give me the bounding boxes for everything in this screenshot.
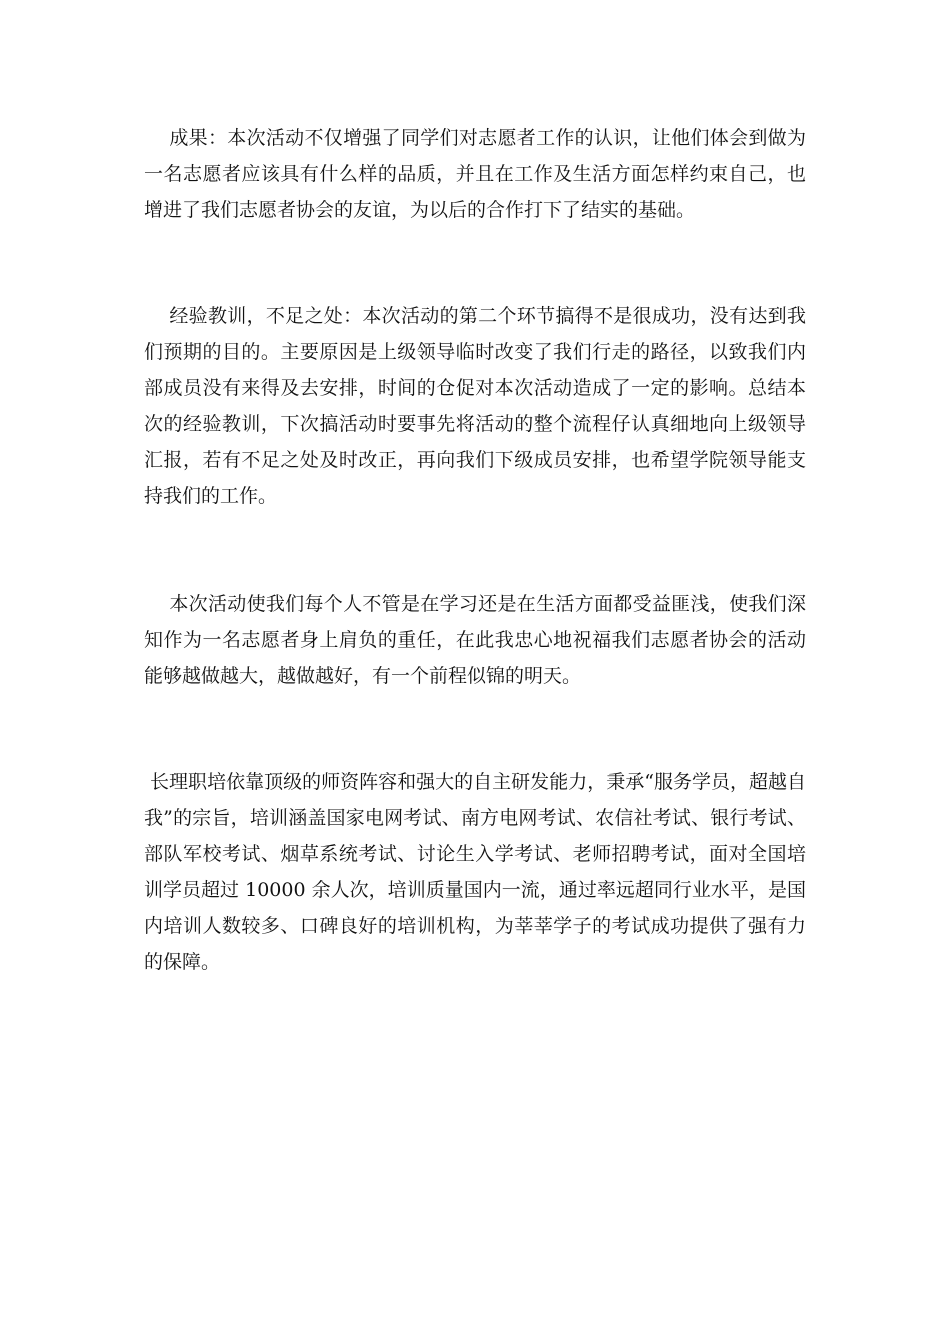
paragraph-text: 经验教训，不足之处：本次活动的第二个环节搞得不是很成功，没有达到我们预期的目的。主要原因是上级领导临时改变了我们行走的路径，以致我们内部成员没有来得及去安排，时间的仓促对本次活动造成了一定的影响。总结本次的经验教训，下次搞活动时要事先将活动的整个流程仔认真细地向上级领导汇报，若有不足之处及时改正，再向我们下级成员安排，也希望学院领导能支持我们的工作。 bbox=[144, 305, 806, 507]
paragraph-text: 本次活动使我们每个人不管是在学习还是在生活方面都受益匪浅，使我们深知作为一名志愿者身上肩负的重任，在此我忠心地祝福我们志愿者协会的活动能够越做越大，越做越好，有一个前程似锦的明天。 bbox=[144, 593, 806, 687]
paragraph-advertisement bbox=[144, 764, 806, 980]
paragraph-text: 长理职培依靠顶级的师资阵容和强大的自主研发能力，秉承“服务学员，超越自我”的宗旨，培训涵盖国家电网考试、南方电网考试、农信社考试、银行考试、部队军校考试、烟草系统考试、讨论生入学考试、老师招聘考试，面对全国培训学员超过 10000 余人次，培训质量国内一流，通过率远超同行业水平，是国内培训人数较多、口碑良好的培训机构，为莘莘学子的考试成功提供了强有力的保障。 bbox=[144, 771, 806, 973]
paragraph-conclusion bbox=[144, 586, 806, 694]
paragraph-indent bbox=[144, 127, 169, 149]
paragraph-results bbox=[144, 120, 806, 228]
paragraph-text: 成果：本次活动不仅增强了同学们对志愿者工作的认识，让他们体会到做为一名志愿者应该具有什么样的品质，并且在工作及生活方面怎样约束自己，也增进了我们志愿者协会的友谊，为以后的合作打下了结实的基础。 bbox=[144, 127, 806, 221]
paragraph-indent bbox=[144, 305, 169, 327]
paragraph-indent bbox=[144, 593, 169, 615]
paragraph-lessons bbox=[144, 298, 806, 514]
